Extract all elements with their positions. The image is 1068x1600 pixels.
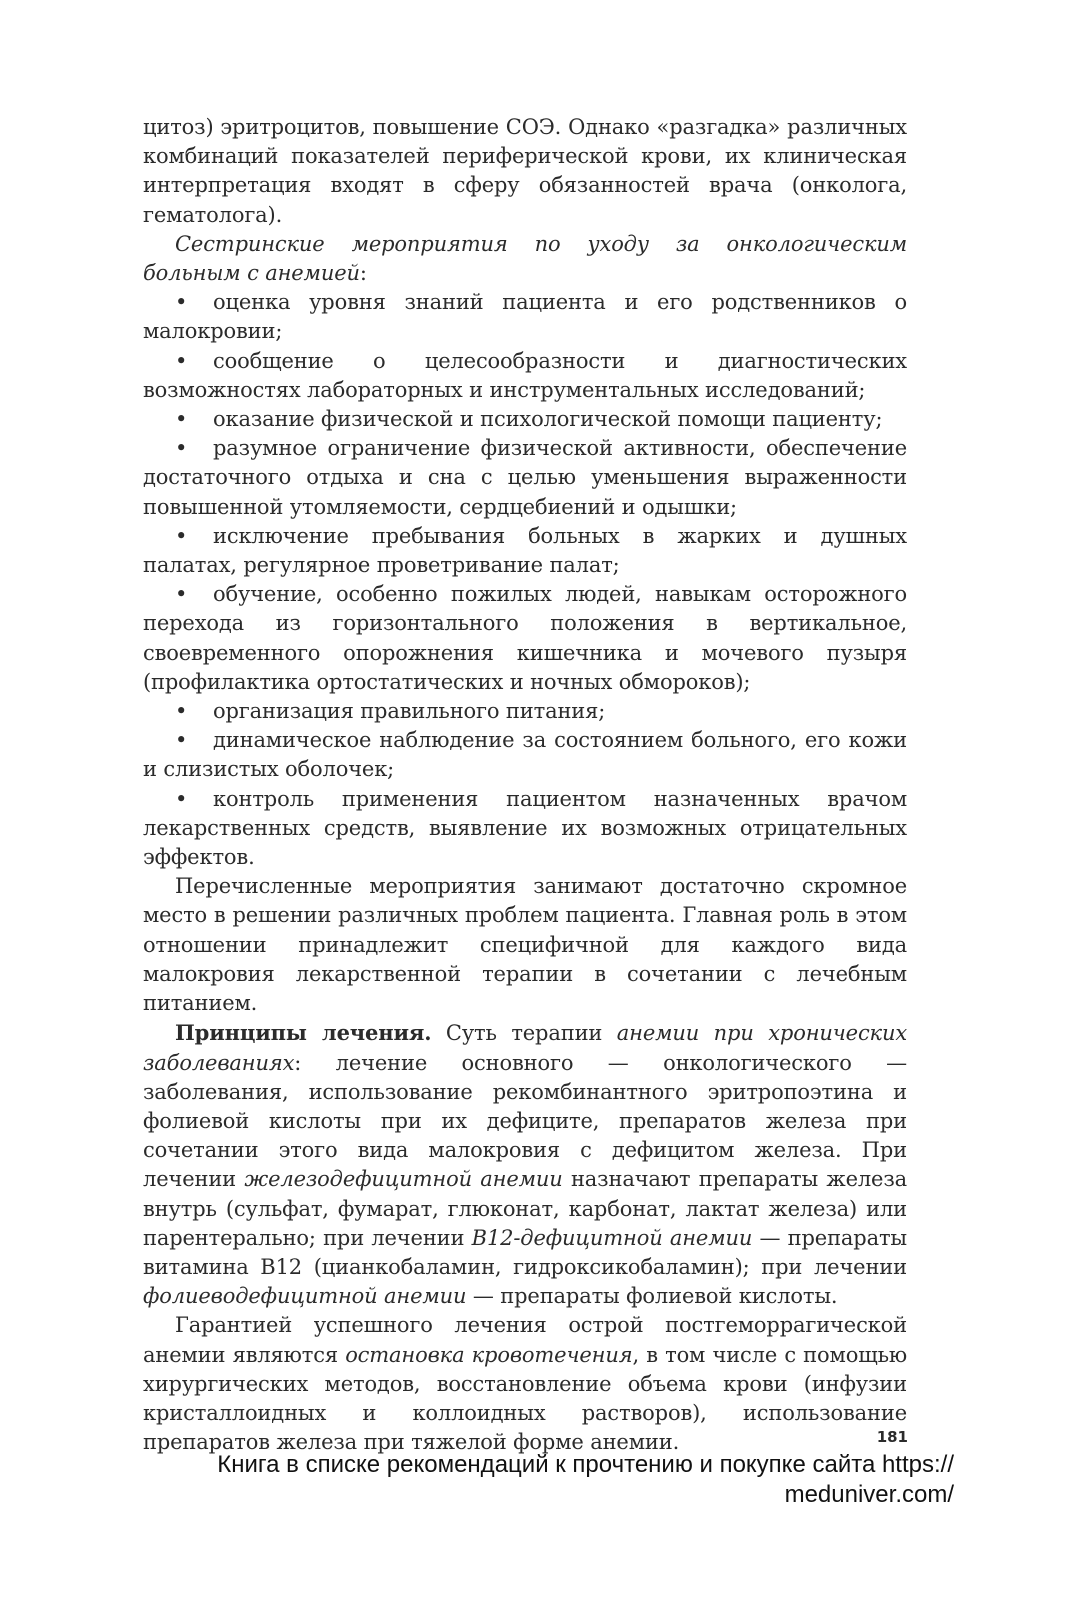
text-run: — препараты витамина В12 (цианкобаламин, гидроксикобаламин); при лечении xyxy=(143,1225,907,1279)
nursing-heading-colon: : xyxy=(359,261,367,286)
list-item-text: сообщение о целесообразности и диагностических возможностях лабораторных и инструментальных исследований; xyxy=(143,348,907,402)
bullet: • xyxy=(175,523,188,548)
final-paragraph xyxy=(143,1311,907,1457)
text-run: : лечение основного — онкологического — заболевания, использование рекомбинантного эритропоэтина и фолиевой кислоты при их дефиците, препаратов железа при сочетании этого вида малокровия с дефицитом железа. При лечении xyxy=(143,1050,907,1192)
list-item-text: оказание физической и психологической помощи пациенту; xyxy=(213,407,883,432)
list-item-text: оценка уровня знаний пациента и его родственников о малокровии; xyxy=(143,290,907,344)
bullet: • xyxy=(175,786,188,811)
list-item xyxy=(143,434,907,522)
italic-term: анемии при хронических заболеваниях xyxy=(143,1021,908,1075)
italic-term: железодефицитной анемии xyxy=(244,1167,563,1192)
list-item-text: организация правильного питания; xyxy=(213,699,606,724)
footer-note xyxy=(118,1450,954,1510)
list-item-text: разумное ограничение физической активности, обеспечение достаточного отдыха и сна с целью уменьшения выраженности повышенной утомляемости, сердцебиений и одышки; xyxy=(143,436,907,519)
text-run: , в том числе с помощью хирургических методов, восстановление объема крови (инфузии кристаллоидных и коллоидных растворов), использование препаратов железа при тяжелой форме анемии. xyxy=(143,1342,907,1455)
treatment-principles-paragraph xyxy=(143,1018,907,1311)
italic-term: фолиеводефицитной анемии xyxy=(143,1284,467,1309)
list-item-text: динамическое наблюдение за состоянием больного, его кожи и слизистых оболочек; xyxy=(143,728,907,782)
list-item xyxy=(143,580,907,697)
intro-paragraph: цитоз) эритроцитов, повышение СОЭ. Однако «разгадка» различных комбинаций показателей периферической крови, их клиническая интерпретация входят в сферу обязанностей врача (онколога, гематолога). xyxy=(143,115,907,227)
summary-paragraph: Перечисленные мероприятия занимают достаточно скромное место в решении различных проблем пациента. Главная роль в этом отношении принадлежит специфичной для каждого вида малокровия лекарственной терапии в сочетании с лечебным питанием. xyxy=(143,874,907,1016)
list-item-text: контроль применения пациентом назначенных врачом лекарственных средств, выявление их возможных отрицательных эффектов. xyxy=(143,786,907,870)
bullet: • xyxy=(175,582,188,607)
nursing-measures-list xyxy=(143,288,907,872)
bullet: • xyxy=(175,699,188,724)
page-body xyxy=(143,113,907,1457)
list-item xyxy=(143,522,907,580)
nursing-heading-italic: Сестринские мероприятия по уходу за онкологическим больным с анемией xyxy=(143,231,907,286)
list-item xyxy=(143,405,907,434)
list-item-text: исключение пребывания больных в жарких и душных палатах, регулярное проветривание палат; xyxy=(143,523,907,578)
text-run: назначают препараты железа внутрь (сульфат, фумарат, глюконат, карбонат, лактат железа) или парентерально; при лечении xyxy=(143,1167,907,1250)
footer-line-2: meduniver.com/ xyxy=(784,1481,954,1508)
bullet: • xyxy=(175,436,188,461)
treatment-principles-title: Принципы лечения. xyxy=(175,1020,432,1046)
bullet: • xyxy=(175,728,188,753)
list-item xyxy=(143,697,907,726)
text-run: — препараты фолиевой кислоты. xyxy=(466,1284,838,1309)
text-run: Суть терапии xyxy=(431,1021,617,1046)
bullet: • xyxy=(175,407,188,432)
italic-term: В12-дефицитной анемии xyxy=(471,1225,753,1250)
bullet: • xyxy=(175,290,188,315)
list-item xyxy=(143,726,907,784)
italic-term: остановка кровотечения xyxy=(345,1342,633,1367)
footer-line-1: Книга в списке рекомендаций к прочтению и покупке сайта https:// xyxy=(217,1451,954,1478)
bullet: • xyxy=(175,348,188,373)
text-run: Гарантией успешного лечения острой постгеморрагической анемии являются xyxy=(143,1313,907,1367)
list-item-text: обучение, особенно пожилых людей, навыкам осторожного перехода из горизонтального положения в вертикальное, своевременного опорожнения кишечника и мочевого пузыря (профилактика ортостатических и ночных обмороков); xyxy=(143,582,907,694)
list-item xyxy=(143,288,907,346)
list-item xyxy=(143,347,907,405)
list-item xyxy=(143,785,907,873)
page-number: 181 xyxy=(876,1428,908,1446)
nursing-heading xyxy=(143,230,907,288)
